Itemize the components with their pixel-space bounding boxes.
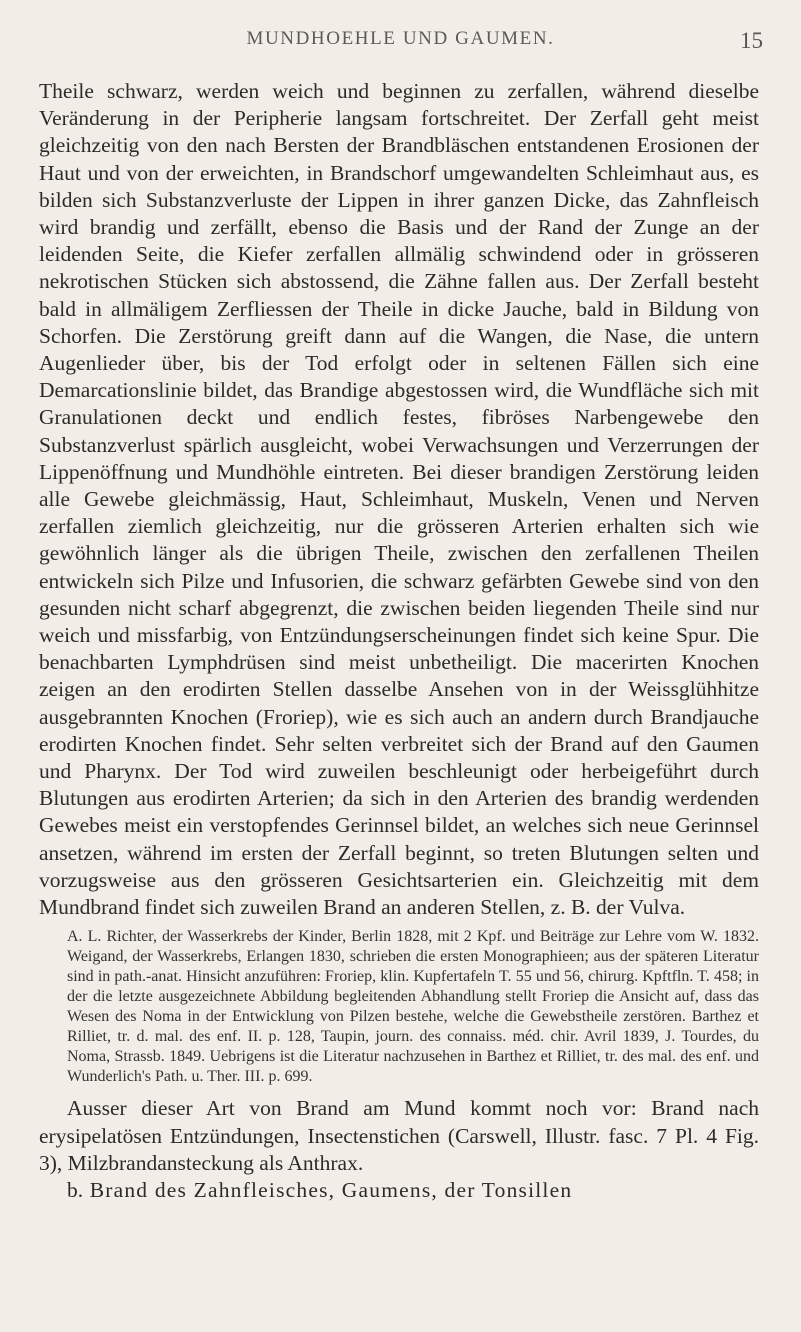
- section-label: b.: [67, 1177, 84, 1202]
- page-number: 15: [740, 28, 763, 53]
- body-paragraph-main: Theile schwarz, werden weich und beginnen zu zerfallen, während dieselbe Veränderung in der Peripherie langsam fortschreitet. Der Zerfall geht meist gleichzeitig von den nach Bersten der Brandbläschen entstandenen Erosionen der Haut und von der erweichten, in Brandschorf umgewandelten Schleimhaut aus, es bilden sich Substanzverluste der Lippen in ihrer ganzen Dicke, das Zahnfleisch wird brandig und zerfällt, ebenso die Basis und der Rand der Zunge an der leidenden Seite, die Kiefer zerfallen allmälig schwindend oder in grösseren nekrotischen Stücken sich abstossend, die Zähne fallen aus. Der Zerfall besteht bald in allmäligem Zerfliessen der Theile in dicke Jauche, bald in Bildung von Schorfen. Die Zerstörung greift dann auf die Wangen, die Nase, die untern Augenlieder über, bis der Tod erfolgt oder in seltenen Fällen sich eine Demarcationslinie bildet, das Brandige abgestossen wird, die Wundfläche sich mit Granulationen deckt und endlich festes, fibröses Narbengewebe den Substanzverlust spärlich ausgleicht, wobei Verwachsungen und Verzerrungen der Lippenöffnung und Mundhöhle eintreten. Bei dieser brandigen Zerstörung leiden alle Gewebe gleichmässig, Haut, Schleimhaut, Muskeln, Venen und Nerven zerfallen ziemlich gleichzeitig, nur die grösseren Arterien erhalten sich wie gewöhnlich länger als die übrigen Theile, zwischen den zerfallenen Theilen entwickeln sich Pilze und Infusorien, die schwarz gefärbten Gewebe sind von den gesunden nicht scharf abgegrenzt, die zwischen beiden liegenden Theile sind nur weich und missfarbig, von Entzündungserscheinungen findet sich keine Spur. Die benachbarten Lymphdrüsen sind meist unbetheiligt. Die macerirten Knochen zeigen an den erodirten Stellen dasselbe Ansehen von in der Weissglühhitze ausgebrannten Knochen (Froriep), wie es sich auch an andern durch Brandjauche erodirten Knochen findet. Sehr selten verbreitet sich der Brand auf den Gaumen und Pharynx. Der Tod wird zuweilen beschleunigt oder herbeigeführt durch Blutungen aus erodirten Arterien; da sich in den Arterien des brandig werdenden Gewebes meist ein verstopfendes Gerinnsel bildet, an welches sich neue Gerinnsel ansetzen, während im ersten der Zerfall beginnt, so treten Blutungen selten und vorzugsweise aus den grösseren Gesichtsarterien ein. Gleichzeitig mit dem Mundbrand findet sich zuweilen Brand an anderen Stellen, z. B. der Vulva.: [39, 79, 759, 920]
- section-heading: [39, 1177, 759, 1204]
- body-paragraph-after: Ausser dieser Art von Brand am Mund kommt noch vor: Brand nach erysipelatösen Entzündungen, Insectenstichen (Carswell, Illustr. fasc. 7 Pl. 4 Fig. 3), Milzbrandansteckung als Anthrax.: [39, 1096, 759, 1175]
- references-block: [39, 927, 759, 1087]
- section-title: Brand des Zahnfleisches, Gaumens, der Tonsillen: [89, 1177, 573, 1202]
- page-content: [39, 78, 759, 1318]
- running-header: [20, 28, 781, 58]
- references-text: A. L. Richter, der Wasserkrebs der Kinder, Berlin 1828, mit 2 Kpf. und Beiträge zur Lehre vom W. 1832. Weigand, der Wasserkrebs, Erlangen 1830, schrieben die ersten Monographieen; aus der späteren Literatur sind in path.-anat. Hinsicht anzuführen: Froriep, klin. Kupfertafeln T. 55 und 56, chirurg. Kpftfln. T. 458; in der die letzte ausgezeichnete Abbildung begleitenden Abhandlung stellt Froriep die Ansicht auf, dass das Wesen des Noma in der Entwicklung von Pilzen bestehe, welche die Gewebstheile zerstören. Barthez et Rilliet, tr. d. mal. des enf. II. p. 128, Taupin, journ. des connaiss. méd. chir. Avril 1839, J. Tourdes, du Noma, Strassb. 1849. Uebrigens ist die Literatur nachzusehen in Barthez et Rilliet, tr. des mal. des enf. und Wunderlich's Path. u. Ther. III. p. 699.: [67, 928, 759, 1086]
- running-title: MUNDHOEHLE UND GAUMEN.: [246, 28, 555, 49]
